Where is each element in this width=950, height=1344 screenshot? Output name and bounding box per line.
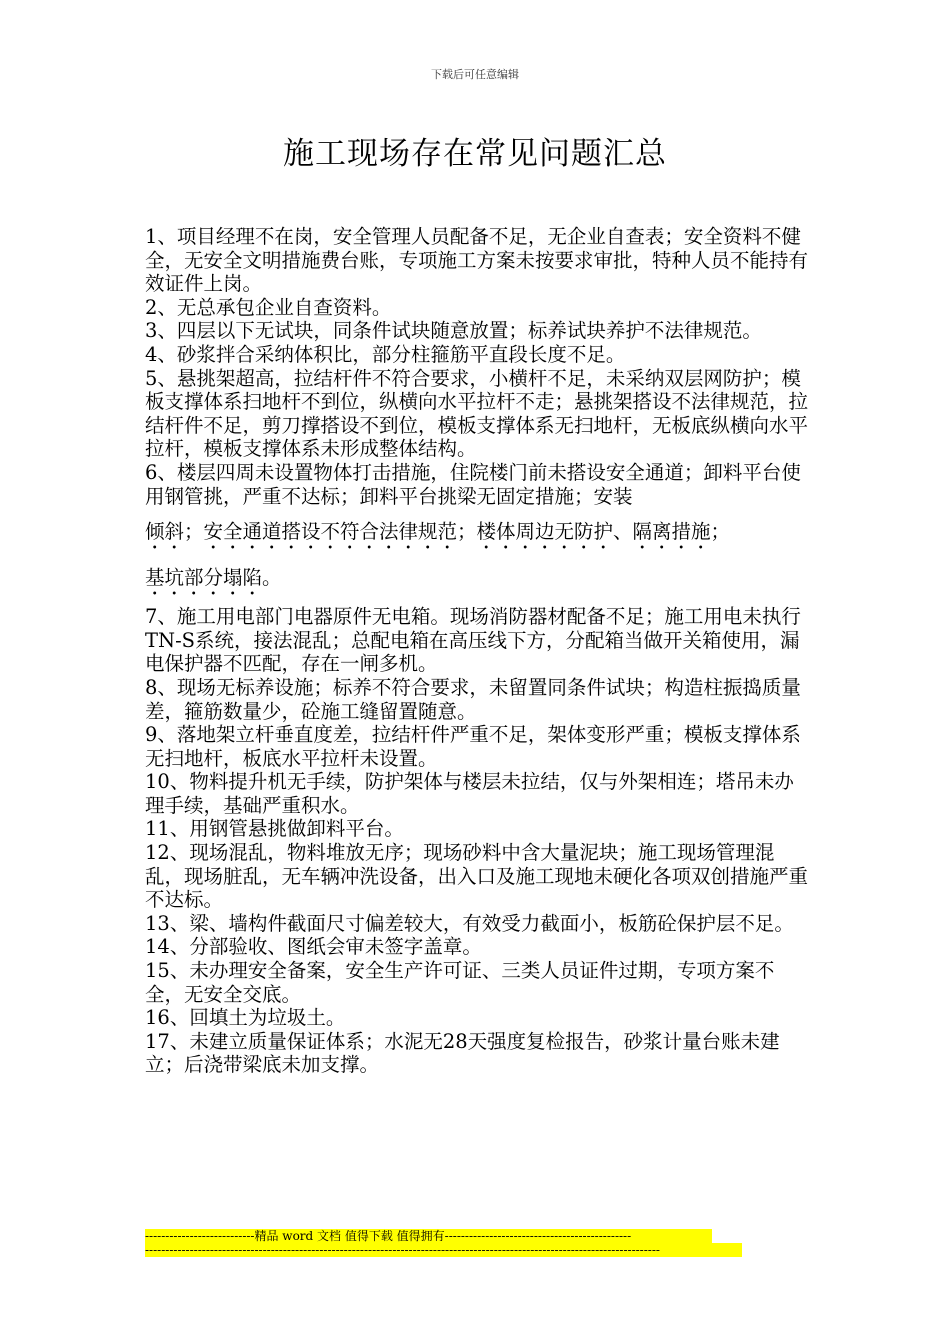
list-item: 4、砂浆拌合采纳体积比，部分柱箍筋平直段长度不足。 bbox=[145, 342, 626, 366]
list-item: 5、悬挑架超高，拉结杆件不符合要求，小横杆不足，未采纳双层网防护；模板支撑体系扫地杆不到位，纵横向水平拉杆不走；悬挑架搭设不法律规范，拉结杆件不足，剪刀撑搭设不到位，模板支撑体系无扫地杆，无板底纵横向水平拉杆，模板支撑体系未形成整体结构。 bbox=[145, 366, 809, 461]
list-item: 8、现场无标养设施；标养不符合要求，未留置同条件试块；构造柱振捣质量差，箍筋数量少，砼施工缝留置随意。 bbox=[145, 675, 801, 723]
page-header: 下载后可任意编辑 bbox=[431, 68, 519, 81]
list-item: 2、无总承包企业自查资料。 bbox=[145, 295, 392, 319]
page-footer bbox=[145, 1229, 745, 1257]
list-item: 9、落地架立杆垂直度差，拉结杆件严重不足，架体变形严重；模板支撑体系无扫地杆，板底水平拉杆未设置。 bbox=[145, 723, 801, 770]
list-item: 11、用钢管悬挑做卸料平台。 bbox=[145, 817, 404, 841]
list-item-text: 6、楼层四周未设置物体打击措施，住院楼门前未搭设安全通道；卸料平台使用钢管挑，严重不达标；卸料平台挑梁无固定措施；安装 bbox=[145, 460, 801, 508]
footer-divider-line: ------------------------------------------------------------------------------------------------------------------------------- bbox=[145, 1243, 742, 1257]
list-item: 16、回填土为垃圾土。 bbox=[145, 1006, 346, 1030]
list-item: 13、梁、墙构件截面尺寸偏差较大，有效受力截面小，板筋砼保护层不足。 bbox=[145, 911, 794, 935]
list-item bbox=[145, 461, 810, 605]
emphasized-text: 基坑部分塌陷。 bbox=[145, 566, 282, 590]
list-item: 15、未办理安全备案，安全生产许可证、三类人员证件过期，专项方案不全，无安全交底。 bbox=[145, 959, 775, 1006]
list-item: 17、未建立质量保证体系；水泥无28天强度复检报告，砂浆计量台账未建立；后浇带梁底未加支撑。 bbox=[145, 1029, 780, 1077]
list-item: 1、项目经理不在岗，安全管理人员配备不足，无企业自查表；安全资料不健全，无安全文明措施费台账，专项施工方案未按要求审批，特种人员不能持有效证件上岗。 bbox=[145, 225, 809, 296]
footer-banner-line: ---------------------------精品 word 文档 值得下载 值得拥有---------------------------------------------- bbox=[145, 1229, 712, 1243]
list-item: 12、现场混乱，物料堆放无序；现场砂料中含大量泥块；施工现场管理混乱，现场脏乱，无车辆冲洗设备，出入口及施工现地未硬化各项双创措施严重不达标。 bbox=[145, 841, 809, 912]
document-body bbox=[145, 225, 810, 1077]
document-title: 施工现场存在常见问题汇总 bbox=[283, 136, 667, 172]
list-item: 3、四层以下无试块，同条件试块随意放置；标养试块养护不法律规范。 bbox=[145, 319, 762, 343]
list-item: 7、施工用电部门电器原件无电箱。现场消防器材配备不足；施工用电未执行TN-S系统，接法混乱；总配电箱在高压线下方，分配箱当做开关箱使用，漏电保护器不匹配，存在一闸多机。 bbox=[145, 605, 801, 676]
emphasized-text: 倾斜；安全通道搭设不符合法律规范；楼体周边无防护、隔离措施； bbox=[145, 520, 731, 544]
list-item: 10、物料提升机无手续，防护架体与楼层未拉结，仅与外架相连；塔吊未办理手续，基础严重积水。 bbox=[145, 770, 794, 817]
list-item: 14、分部验收、图纸会审未签字盖章。 bbox=[145, 935, 482, 959]
